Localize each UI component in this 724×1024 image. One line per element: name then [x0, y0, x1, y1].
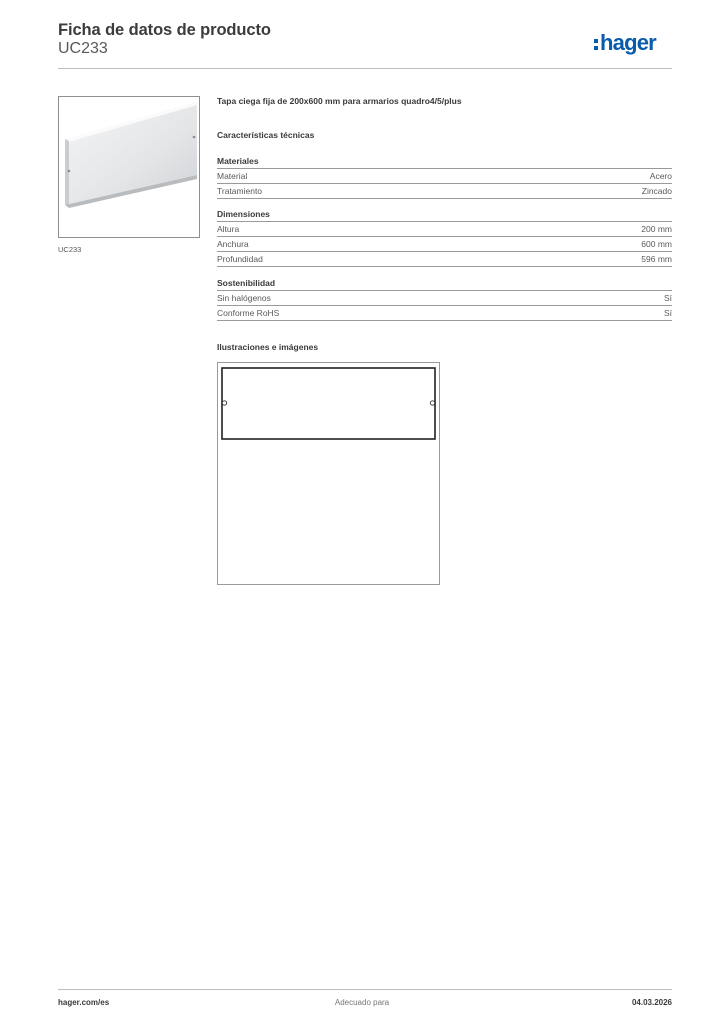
logo-dot-top — [594, 39, 598, 43]
spec-label: Altura — [217, 224, 240, 234]
spec-value: Acero — [649, 171, 672, 181]
group-sostenibilidad — [217, 276, 672, 321]
group-title: Materiales — [217, 154, 672, 169]
product-description: Tapa ciega fija de 200x600 mm para armarios quadro4/5/plus — [217, 96, 462, 106]
logo-text: hager — [600, 30, 656, 55]
logo-dot-bottom — [594, 46, 598, 50]
spec-label: Conforme RoHS — [217, 308, 280, 318]
technical-drawing — [218, 363, 439, 584]
spec-row — [217, 237, 672, 252]
footer-date: 04.03.2026 — [631, 998, 672, 1007]
product-photo — [59, 97, 199, 237]
spec-value: 596 mm — [641, 254, 672, 264]
header-divider — [58, 68, 672, 69]
spec-label: Sin halógenos — [217, 293, 271, 303]
technical-drawing-frame — [217, 362, 440, 585]
spec-value: 600 mm — [641, 239, 672, 249]
technical-heading: Características técnicas — [217, 130, 315, 140]
footer-divider — [58, 989, 672, 990]
spec-value: Sí — [663, 293, 672, 303]
product-image-caption: UC233 — [58, 245, 82, 254]
product-code: UC233 — [58, 40, 108, 57]
spec-label: Material — [217, 171, 248, 181]
group-title: Sostenibilidad — [217, 276, 672, 291]
group-dimensiones — [217, 207, 672, 267]
spec-value: 200 mm — [641, 224, 672, 234]
product-image-frame — [58, 96, 200, 238]
group-title: Dimensiones — [217, 207, 672, 222]
illustrations-heading: Ilustraciones e imágenes — [217, 342, 319, 352]
spec-label: Tratamiento — [217, 186, 263, 196]
hager-logo — [593, 28, 673, 58]
page-title: Ficha de datos de producto — [58, 21, 271, 39]
spec-label: Profundidad — [217, 254, 263, 264]
spec-row — [217, 184, 672, 199]
spec-row — [217, 222, 672, 237]
spec-value: Zincado — [641, 186, 672, 196]
spec-value: Sí — [663, 308, 672, 318]
group-materiales — [217, 154, 672, 199]
spec-row — [217, 169, 672, 184]
spec-row — [217, 306, 672, 321]
footer-website[interactable]: hager.com/es — [58, 998, 110, 1007]
footer-suitable-for: Adecuado para — [334, 998, 390, 1007]
spec-row — [217, 252, 672, 267]
spec-label: Anchura — [217, 239, 249, 249]
spec-row — [217, 291, 672, 306]
